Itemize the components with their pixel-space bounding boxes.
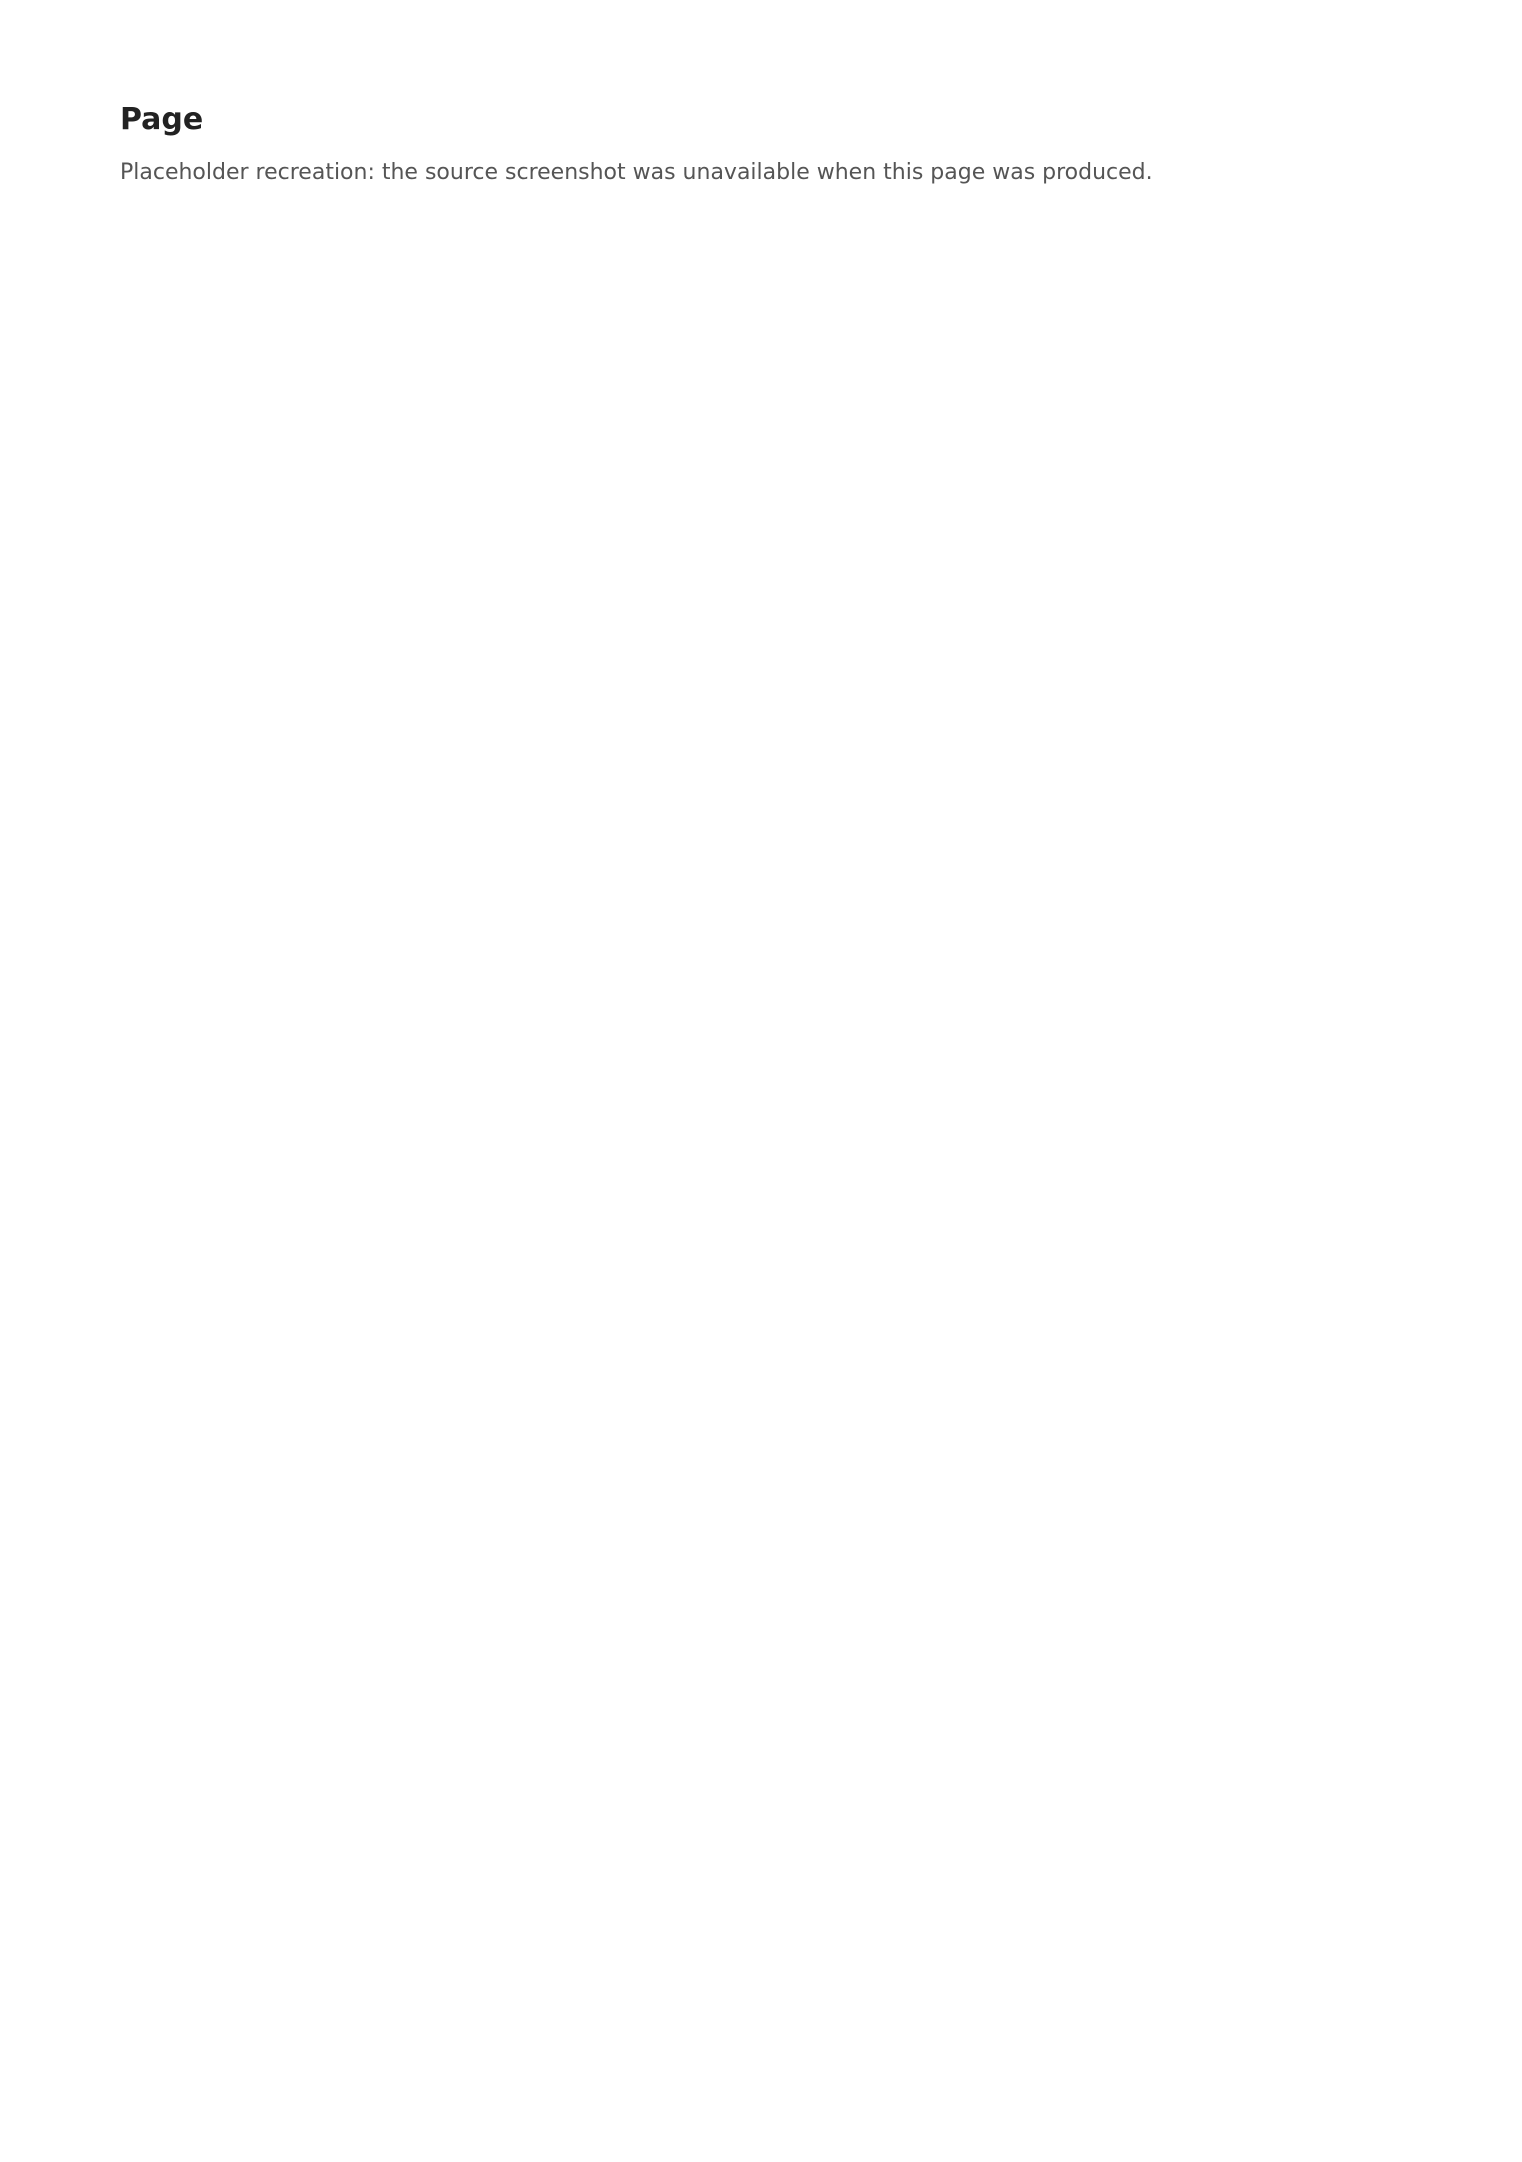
page-body: Placeholder recreation: the source screenshot was unavailable when this page was produced. (120, 160, 1153, 185)
page-title: Page (120, 102, 204, 137)
